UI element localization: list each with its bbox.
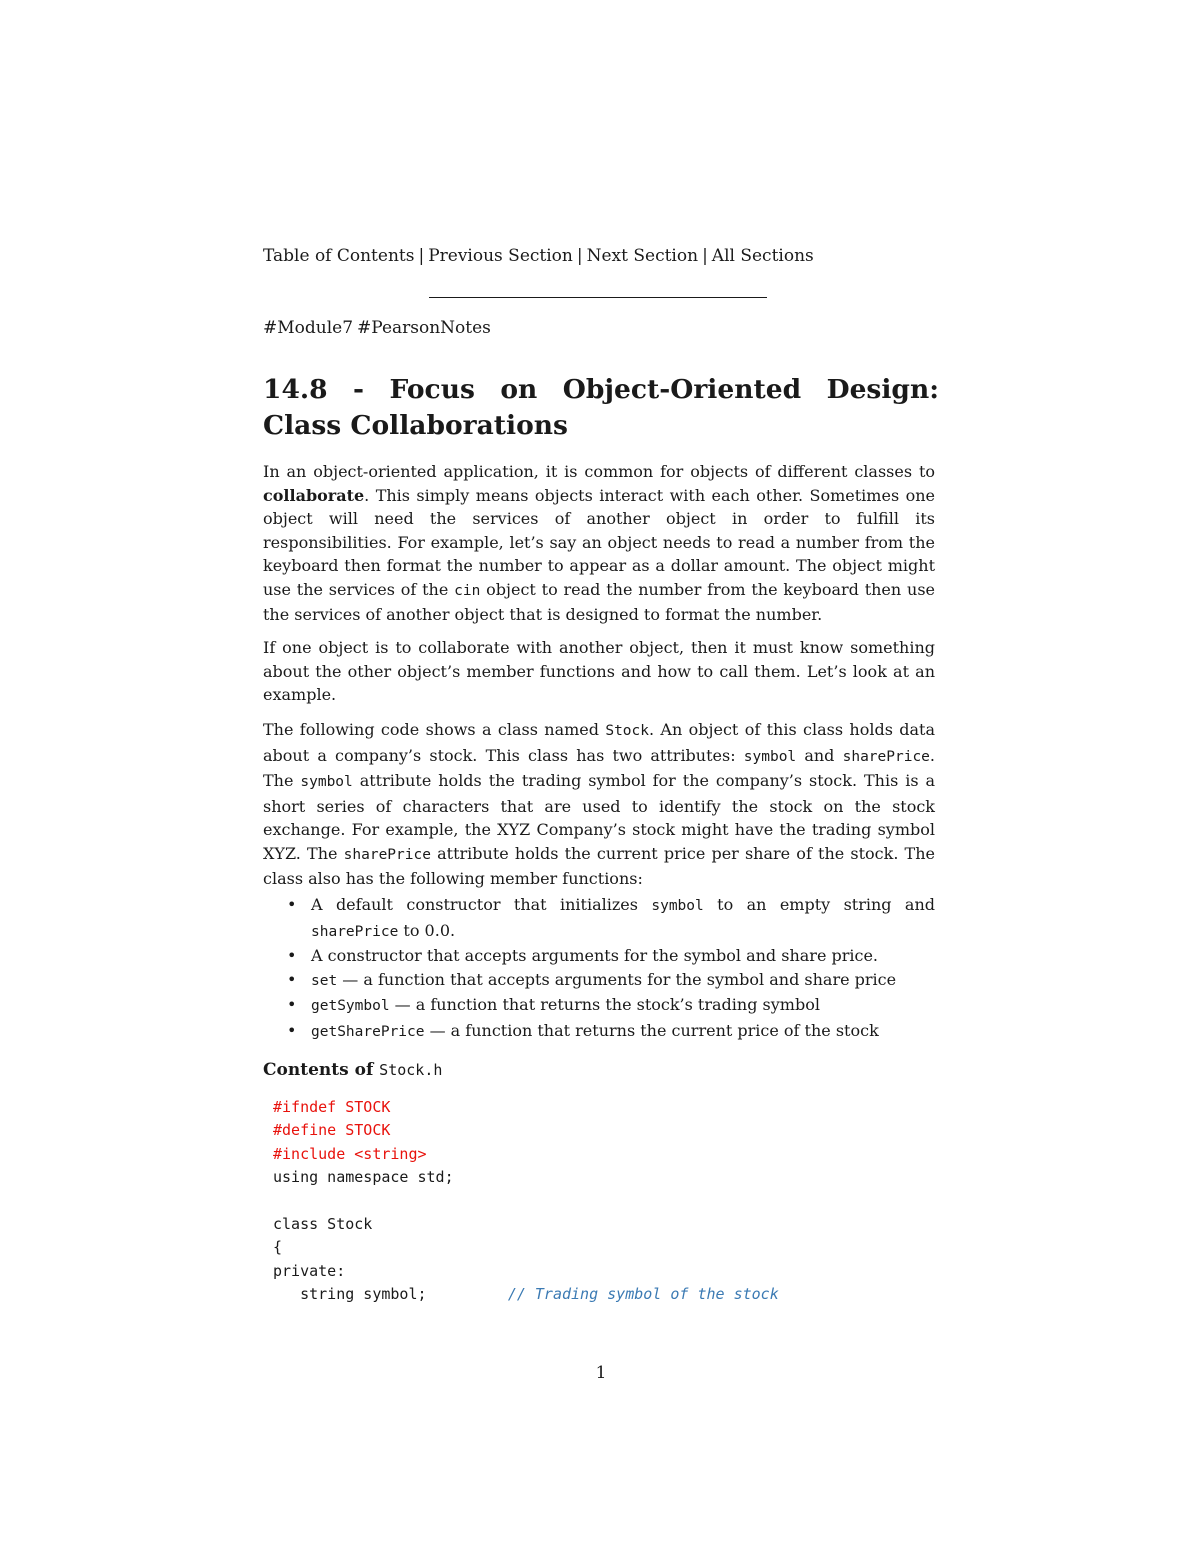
horizontal-rule [429,297,767,298]
paragraph-text: attribute holds the trading symbol for the company’s stock. This is a short series of characters that are used to identify the stock on the stock exchange. For example, the XYZ Company’s stock might have the trading symbol XYZ. The [263,771,936,863]
paragraph-know-functions [263,636,935,707]
paragraph-text: attribute holds the current price per share of the stock. The class also has the following member functions: [263,843,936,888]
inline-code-symbol: symbol [651,898,704,914]
paragraph-text: . The [263,745,936,790]
inline-code-getshareprice: getSharePrice [311,1023,425,1040]
tag-list [263,318,495,338]
code-comment: // Trading symbol of the stock [507,1285,779,1304]
code-line: class Stock [273,1214,373,1233]
bullet-icon: • [287,1020,297,1040]
inline-code-shareprice: sharePrice [311,923,399,940]
term-collaborate: collaborate [263,485,365,505]
paragraph-collaborate [263,460,935,627]
table-of-contents-link[interactable]: Table of Contents [263,246,415,266]
list-item: • A constructor that accepts arguments for the symbol and share price. [287,944,935,968]
paragraph-stock-class [263,718,935,891]
paragraph-text: and [796,745,843,765]
filename: Stock.h [379,1061,443,1079]
bullet-icon: • [287,895,297,914]
all-sections-link[interactable]: All Sections [711,246,814,266]
code-line: using namespace std; [273,1168,454,1187]
inline-code-shareprice: sharePrice [343,846,431,863]
code-block [273,1096,779,1307]
tag-pearsonnotes[interactable]: #PearsonNotes [357,318,491,338]
inline-code-stock: Stock [605,723,649,739]
bullet-icon: • [287,969,297,989]
page-title: 14.8 - Focus on Object-Oriented Design: Class Collaborations [263,374,939,441]
list-item: • getSharePrice — a function that returns the current price of the stock [287,1019,935,1045]
bullet-icon: • [287,946,297,965]
paragraph-text: The following code shows a class named [263,720,606,739]
paragraph-text: . An object of this class holds data about a company’s stock. This class has two attributes: [263,720,936,765]
paragraph-text: If one object is to collaborate with another object, then it must know something about the other object’s member functions and how to call them. Let’s look at an example. [263,638,935,704]
list-item: • A default constructor that initializes symbol to an empty string and sharePrice to 0.0. [287,895,935,940]
code-line: #ifndef STOCK [273,1098,391,1116]
inline-code-set: set [311,972,338,989]
code-line: string symbol; // Trading symbol of the stock [273,1285,779,1304]
inline-code-getsymbol: getSymbol [311,998,390,1014]
bullet-icon: • [287,995,297,1014]
paragraph-text: . This simply means objects interact with each other. Sometimes one object will need the services of another object in order to fulfill its responsibilities. For example, let’s say an object needs to read a number from the keyboard then format the number to appear as a dollar amount. The object might use the services of the [263,485,935,599]
list-item: • set — a function that accepts arguments for the symbol and share price [287,968,935,994]
page-number: 1 [595,1363,607,1383]
tag-module7[interactable]: #Module7 [263,318,354,338]
section-navigation [263,246,814,266]
paragraph-text: object to read the number from the keyboard then use the services of another object that is designed to format the number. [263,579,936,624]
paragraph-text: In an object-oriented application, it is common for objects of different classes to [263,462,935,481]
previous-section-link[interactable]: Previous Section [428,246,573,266]
code-line: #define STOCK [273,1121,391,1140]
nav-separator: | [418,246,425,266]
code-line: private: [273,1261,346,1280]
nav-separator: | [702,246,708,266]
next-section-link[interactable]: Next Section [586,246,699,266]
inline-code-symbol: symbol [743,748,797,765]
inline-code-symbol: symbol [300,774,353,790]
inline-code-cin: cin [454,582,481,599]
list-item: • getSymbol — a function that returns the stock’s trading symbol [287,993,935,1019]
code-listing-heading: Contents of Stock.h [263,1060,443,1080]
member-function-list [287,893,935,1044]
nav-separator: | [576,246,583,266]
code-line: { [273,1238,283,1257]
code-line [273,1190,779,1213]
inline-code-shareprice: sharePrice [842,748,930,765]
code-line: #include <string> [273,1144,427,1163]
